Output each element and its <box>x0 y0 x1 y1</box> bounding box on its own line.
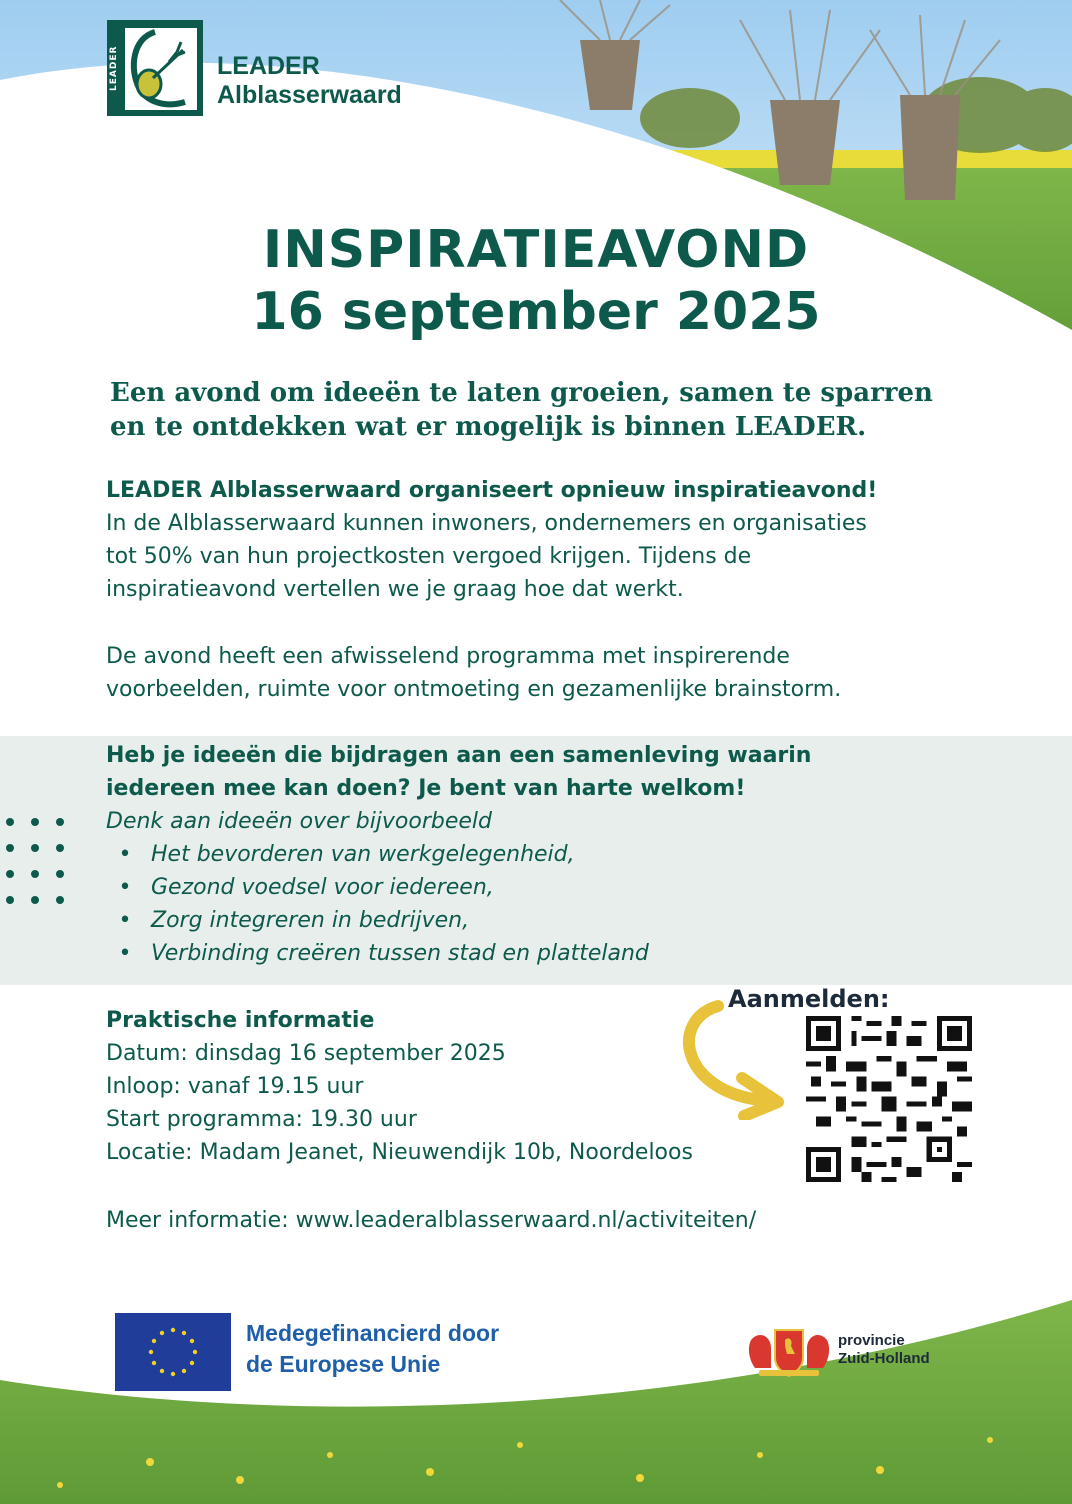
section2-line: De avond heeft een afwisselend programma met inspirerende <box>106 644 790 669</box>
section1-line: In de Alblasserwaard kunnen inwoners, ondernemers en organisaties <box>106 511 867 536</box>
eu-cofunded-line1: Medegefinancierd door <box>246 1320 500 1346</box>
eu-stars-icon <box>115 1313 231 1391</box>
band-subheading: Denk aan ideeën over bijvoorbeeld <box>106 809 493 834</box>
section1-line: tot 50% van hun projectkosten vergoed krijgen. Tijdens de <box>106 544 752 569</box>
practical-location: Locatie: Madam Jeanet, Nieuwendijk 10b, Noordeloos <box>106 1140 693 1165</box>
section2-line: voorbeelden, ruimte voor ontmoeting en gezamenlijke brainstorm. <box>106 677 842 702</box>
section1-line: inspiratieavond vertellen we je graag hoe dat werkt. <box>106 577 684 602</box>
province-coat-of-arms-icon <box>745 1324 833 1380</box>
logo-title: LEADER <box>217 52 320 80</box>
band-heading-1: Heb je ideeën die bijdragen aan een samenleving waarin <box>106 743 812 768</box>
eu-cofunded-line2: de Europese Unie <box>246 1351 441 1377</box>
practical-date: Datum: dinsdag 16 september 2025 <box>106 1041 506 1066</box>
signup-label: Aanmelden: <box>728 985 890 1013</box>
qr-code[interactable] <box>806 1016 972 1182</box>
band-heading-2: iedereen mee kan doen? Je bent van harte welkom! <box>106 776 746 801</box>
event-date-title: 16 september 2025 <box>251 282 821 342</box>
page-title: INSPIRATIEAVOND <box>262 220 810 280</box>
practical-walkin: Inloop: vanaf 19.15 uur <box>106 1074 364 1099</box>
intro-line-2: en te ontdekken wat er mogelijk is binnen LEADER. <box>110 412 867 442</box>
more-info-link[interactable]: Meer informatie: www.leaderalblasserwaard.nl/activiteiten/ <box>106 1208 757 1233</box>
practical-heading: Praktische informatie <box>106 1008 375 1033</box>
intro-line-1: Een avond om ideeën te laten groeien, samen te sparren <box>110 378 933 408</box>
province-line1: provincie <box>838 1332 905 1349</box>
section1-heading: LEADER Alblasserwaard organiseert opnieuw inspiratieavond! <box>106 478 878 503</box>
sprout-icon <box>125 28 197 110</box>
province-line2: Zuid-Holland <box>838 1350 930 1367</box>
logo-emblem <box>125 28 197 110</box>
practical-start: Start programma: 19.30 uur <box>106 1107 417 1132</box>
arrow-icon <box>660 990 790 1120</box>
logo-subtitle: Alblasserwaard <box>217 81 402 109</box>
eu-flag <box>115 1313 231 1391</box>
logo-vertical-text: LEADER <box>109 45 119 91</box>
leader-logo <box>107 20 203 116</box>
